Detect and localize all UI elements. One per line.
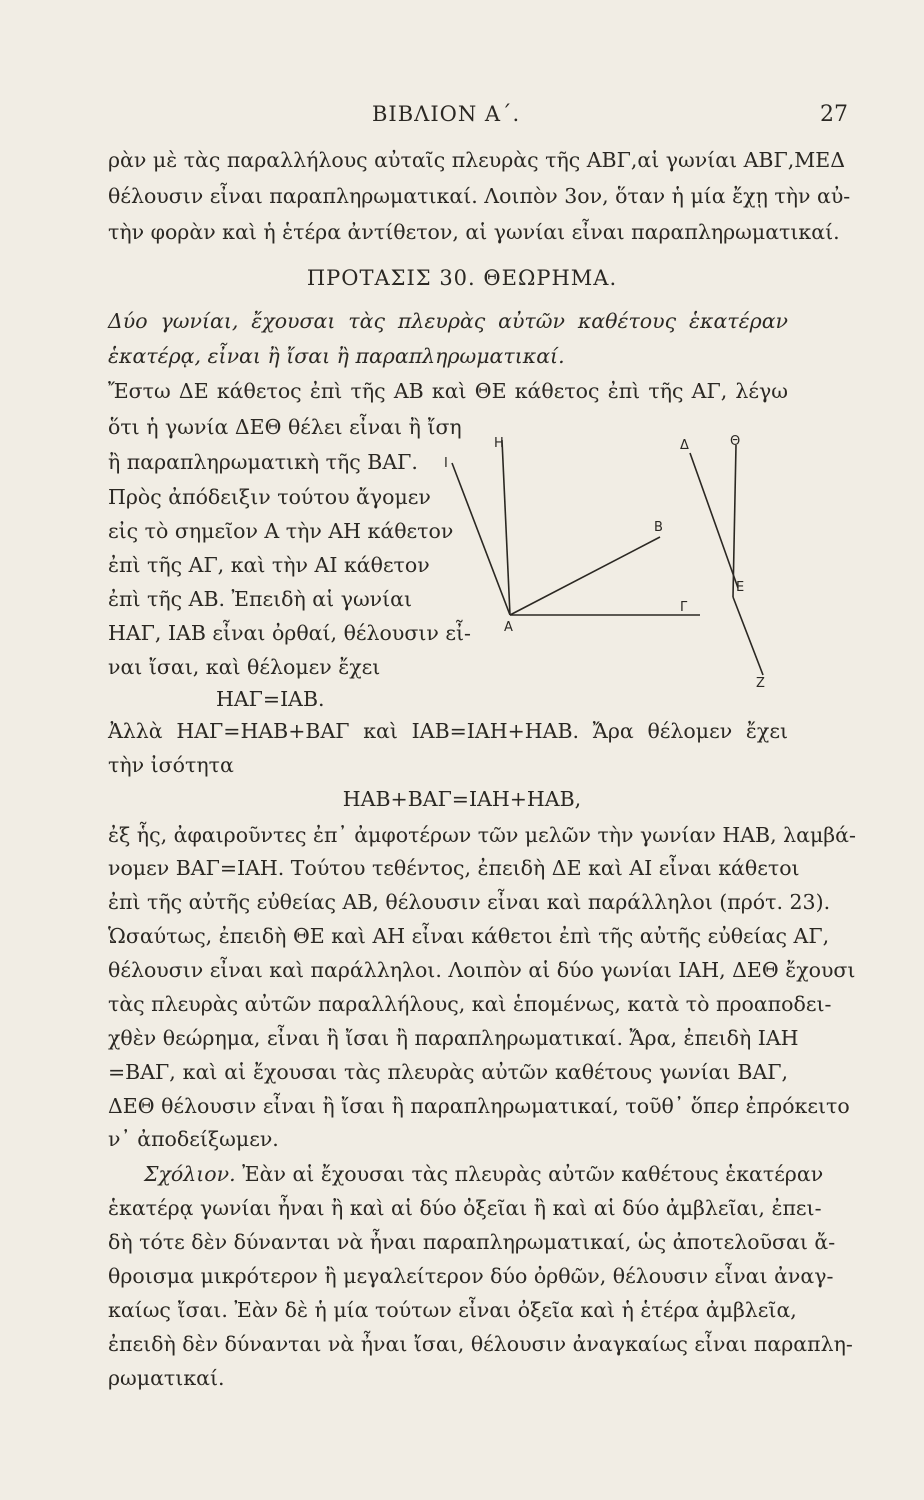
label-A: Α <box>504 620 513 635</box>
figure-svg <box>430 425 790 715</box>
line-AB <box>510 537 660 615</box>
text-line: Ἔστω ΔΕ κάθετος ἐπὶ τῆς ΑΒ καὶ ΘΕ κάθετος ἐπὶ τῆς ΑΓ, λέγω <box>108 379 788 403</box>
text-line: καίως ἴσαι. Ἐὰν δὲ ἡ μία τούτων εἶναι ὀξεῖα καὶ ἡ ἑτέρα ἀμβλεῖα, <box>108 1298 797 1322</box>
text-line: Πρὸς ἀπόδειξιν τούτου ἄγομεν <box>108 485 431 509</box>
scholium-first-line <box>144 1161 824 1187</box>
text-line: ἐπὶ τῆς ΑΓ, καὶ τὴν ΑΙ κάθετον <box>108 553 430 577</box>
label-H: Η <box>494 436 504 451</box>
proposition-title: ΠΡΟΤΑΣΙΣ 30. ΘΕΩΡΗΜΑ. <box>306 266 618 290</box>
text-line: ὅτι ἡ γωνία ΔΕΘ θέλει εἶναι ἢ ἴση <box>108 415 462 439</box>
text-line: ἢ παραπληρωματικὴ τῆς ΒΑΓ. <box>108 450 418 474</box>
enunciation-line: ἑκατέρᾳ, εἶναι ἢ ἴσαι ἢ παραπληρωματικαί. <box>108 344 565 368</box>
label-G: Γ <box>680 600 688 615</box>
text-line: τὰς πλευρὰς αὐτῶν παραλλήλους, καὶ ἑπομένως, κατὰ τὸ προαποδει- <box>108 992 832 1016</box>
text-line: τὴν ἰσότητα <box>108 753 234 777</box>
text-line: τὴν φορὰν καὶ ἡ ἑτέρα ἀντίθετον, αἱ γωνίαι εἶναι παραπληρωματικαί. <box>108 220 840 244</box>
text-line: εἰς τὸ σημεῖον Α τὴν ΑΗ κάθετον <box>108 519 454 543</box>
text-line: ναι ἴσαι, καὶ θέλομεν ἔχει <box>108 655 381 679</box>
text-line: χθὲν θεώρημα, εἶναι ἢ ἴσαι ἢ παραπληρωματικαί. Ἄρα, ἐπειδὴ ΙΑΗ <box>108 1026 799 1050</box>
line-AH <box>502 440 510 615</box>
text-line: Ἀλλὰ ΗΑΓ=ΗΑΒ+ΒΑΓ καὶ ΙΑΒ=ΙΑΗ+ΗΑΒ. Ἄρα θέλομεν ἔχει <box>108 719 788 743</box>
enunciation-line: Δύο γωνίαι, ἔχουσαι τὰς πλευρὰς αὐτῶν καθέτους ἑκατέραν <box>108 309 788 333</box>
page-number: 27 <box>820 102 848 127</box>
text-line: ἐξ ἧς, ἀφαιροῦντες ἐπ᾽ ἀμφοτέρων τῶν μελῶν τὴν γωνίαν ΗΑΒ, λαμβά- <box>108 823 856 847</box>
running-head: ΒΙΒΛΙΟΝ Α΄. <box>372 102 521 126</box>
page-header <box>0 102 924 142</box>
line-AI <box>452 463 510 615</box>
label-D: Δ <box>680 438 689 453</box>
label-E: Ε <box>736 580 745 595</box>
text-line: ἐπὶ τῆς ΑΒ. Ἐπειδὴ αἱ γωνίαι <box>108 587 413 611</box>
text-line: =ΒΑΓ, καὶ αἱ ἔχουσαι τὰς πλευρὰς αὐτῶν καθέτους γωνίαι ΒΑΓ, <box>108 1060 788 1084</box>
text-line: ρωματικαί. <box>108 1366 225 1390</box>
line-ThE <box>733 445 736 597</box>
text-line: ν᾽ ἀποδείξωμεν. <box>108 1127 279 1151</box>
text-line: ἐπειδὴ δὲν δύνανται νὰ ἦναι ἴσαι, θέλουσιν ἀναγκαίως εἶναι παραπλη- <box>108 1332 853 1356</box>
label-I: Ι <box>444 456 448 471</box>
label-Th: Θ <box>730 434 741 449</box>
text-line: Ὡσαύτως, ἐπειδὴ ΘΕ καὶ ΑΗ εἶναι κάθετοι ἐπὶ τῆς αὐτῆς εὐθείας ΑΓ, <box>108 924 830 948</box>
line-EZ <box>733 597 763 675</box>
equation: ΗΑΒ+ΒΑΓ=ΙΑΗ+ΗΑΒ, <box>342 787 582 811</box>
text-line: δὴ τότε δὲν δύνανται νὰ ἦναι παραπληρωματικαί, ὡς ἀποτελοῦσαι ἄ- <box>108 1230 836 1254</box>
text-line: ἑκατέρᾳ γωνίαι ἦναι ἢ καὶ αἱ δύο ὀξεῖαι ἢ καὶ αἱ δύο ἀμβλεῖαι, ἐπει- <box>108 1196 822 1220</box>
text-line: θέλουσιν εἶναι καὶ παράλληλοι. Λοιπὸν αἱ δύο γωνίαι ΙΑΗ, ΔΕΘ ἔχουσι <box>108 958 856 982</box>
text-line: ἐπὶ τῆς αὐτῆς εὐθείας ΑΒ, θέλουσιν εἶναι καὶ παράλληλοι (πρότ. 23). <box>108 890 831 914</box>
text-line: ΔΕΘ θέλουσιν εἶναι ἢ ἴσαι ἢ παραπληρωματικαί, τοῦθ᾽ ὅπερ ἐπρόκειτο <box>108 1094 850 1118</box>
scholium-label: Σχόλιον. <box>144 1162 236 1186</box>
text-line: νομεν ΒΑΓ=ΙΑΗ. Τούτου τεθέντος, ἐπειδὴ ΔΕ καὶ ΑΙ εἶναι κάθετοι <box>108 856 800 880</box>
geometry-figure <box>430 425 790 715</box>
text-line: ΗΑΓ, ΙΑΒ εἶναι ὀρθαί, θέλουσιν εἶ- <box>108 621 471 645</box>
scholium-text: Ἐὰν αἱ ἔχουσαι τὰς πλευρὰς αὐτῶν καθέτους ἑκατέραν <box>242 1162 824 1186</box>
text-line: θροισμα μικρότερον ἢ μεγαλείτερον δύο ὀρθῶν, θέλουσιν εἶναι ἀναγ- <box>108 1264 834 1288</box>
text-line: ρὰν μὲ τὰς παραλλήλους αὐταῖς πλευρὰς τῆς ΑΒΓ,αἱ γωνίαι ΑΒΓ,ΜΕΔ <box>108 148 845 172</box>
label-B: Β <box>654 520 663 535</box>
line-DE <box>690 453 738 588</box>
label-Z: Ζ <box>756 676 765 691</box>
equation: ΗΑΓ=ΙΑΒ. <box>216 687 325 711</box>
text-line: θέλουσιν εἶναι παραπληρωματικαί. Λοιπὸν 3ον, ὅταν ἡ μία ἔχῃ τὴν αὐ- <box>108 184 851 208</box>
